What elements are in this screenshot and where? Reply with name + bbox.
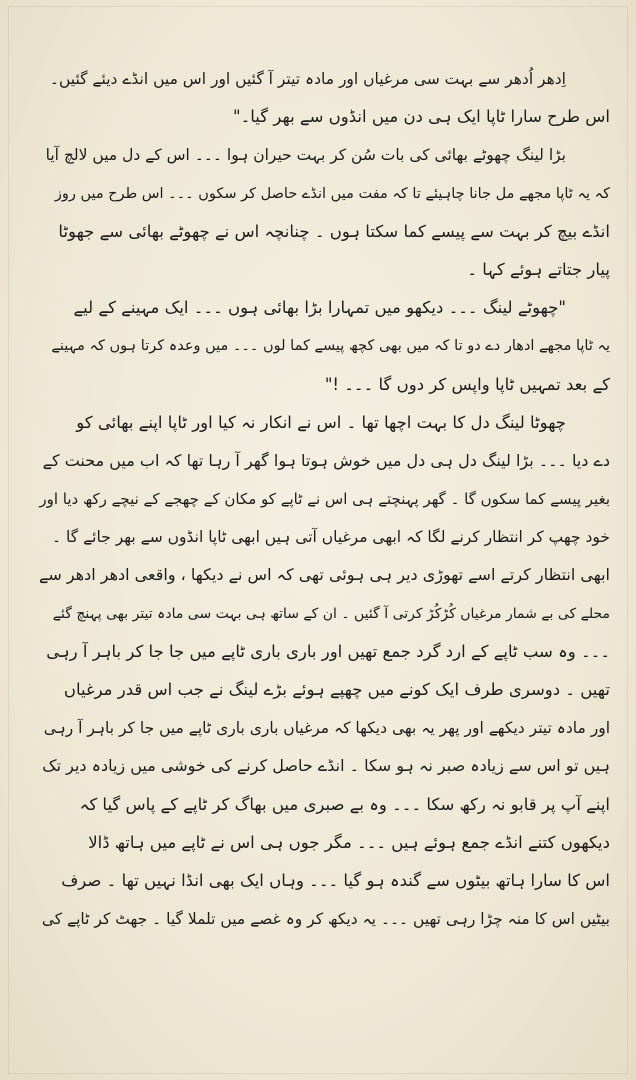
text-line: "چھوٹے لینگ ۔۔۔ دیکھو میں تمہارا بڑا بھائی ہوں ۔۔۔ ایک مہینے کے لیے [73, 298, 566, 318]
text-line: یہ ٹاپا مجھے ادھار دے دو تا کہ میں بھی کچھ پیسے کما لوں ۔۔۔ میں وعدہ کرتا ہوں کہ مہینے [51, 338, 610, 355]
text-line: پیار جتاتے ہوئے کہا ۔ [467, 259, 610, 279]
text-line: بڑا لینگ چھوٹے بھائی کی بات سُن کر بہت حیران ہوا ۔۔۔ اس کے دل میں لالچ آیا [45, 146, 566, 165]
text-line: انڈے بیچ کر بہت سے پیسے کما سکتا ہوں ۔ چنانچہ اس نے چھوٹے بھائی سے جھوٹا [58, 221, 610, 241]
urdu-text-block [38, 60, 610, 938]
text-line: تھیں ۔ دوسری طرف ایک کونے میں چھپے ہوئے بڑے لینگ نے جب اس قدر مرغیاں [63, 680, 610, 699]
text-line: کے بعد تمہیں ٹاپا واپس کر دوں گا ۔۔۔ !" [324, 374, 610, 394]
text-line: اِدھر اُدھر سے بہت سی مرغیاں اور مادہ تیتر آ گئیں اور اس میں انڈے دیئے گئیں۔ [49, 70, 566, 88]
text-line: بغیر پیسے کما سکوں گا ۔ گھر پہنچتے ہی اس نے ٹاپے کو مکان کے چھجے کے نیچے رکھ دیا اور [39, 490, 610, 509]
text-line: ابھی انتظار کرتے اسے تھوڑی دیر ہی ہوئی تھی کہ اس نے دیکھا ، واقعی ادھر ادھر سے [38, 565, 610, 585]
text-line: اپنے آپ پر قابو نہ رکھ سکا ۔۔۔ وہ بے صبری میں بھاگ کر ٹاپے کے پاس گیا کہ [79, 794, 610, 814]
text-line: کہ یہ ٹاپا مجھے مل جانا چاہیئے تا کہ مفت میں انڈے حاصل کر سکوں ۔۔۔ اس طرح میں روز [54, 185, 610, 202]
text-line: خود چھپ کر انتظار کرنے لگا کہ ابھی مرغیاں آتی ہیں ابھی ٹاپا انڈوں سے بھر جائے گا ۔ [52, 528, 610, 547]
text-line: بیٹیں اس کا منہ چڑا رہی تھیں ۔۔۔ یہ دیکھ کر وہ غصے میں تلملا گیا ۔ جھٹ کر ٹاپے کی [41, 910, 610, 929]
text-line: چھوٹا لینگ دل کا بہت اچھا تھا ۔ اس نے انکار نہ کیا اور ٹاپا اپنے بھائی کو [76, 412, 566, 432]
text-line: اس طرح سارا ٹاپا ایک ہی دن میں انڈوں سے بھر گیا۔" [233, 107, 610, 127]
text-line: دیکھوں کتنے انڈے جمع ہوئے ہیں ۔۔۔ مگر جوں ہی اس نے ٹاپے میں ہاتھ ڈالا [88, 832, 610, 852]
text-line: ہیں تو اس سے زیادہ صبر نہ ہو سکا ۔ انڈے حاصل کرنے کی خوشی میں زیادہ دیر تک [42, 756, 610, 776]
text-line: ۔۔۔ وہ سب ٹاپے کے ارد گرد جمع تھیں اور باری باری ٹاپے میں جا جا کر باہر آ رہی [46, 641, 610, 661]
text-line: دے دیا ۔۔۔ بڑا لینگ دل ہی دل میں خوش ہوتا ہوا گھر آ رہا تھا کہ اب میں محنت کے [42, 450, 610, 470]
text-line: اور مادہ تیتر دیکھے اور پھر یہ بھی دیکھا کہ مرغیاں باری باری ٹاپے میں جا کر باہر آ رہی [43, 719, 610, 738]
text-line: محلے کی بے شمار مرغیاں کُڑکُڑ کرتی آ گئیں ۔ ان کے ساتھ ہی بہت سی مادہ تیتر بھی پہنچ گئے [52, 605, 610, 622]
text-line: اس کا سارا ہاتھ بیٹوں سے گندہ ہو گیا ۔۔۔ وہاں ایک بھی انڈا نہیں تھا ۔ صرف [61, 870, 610, 890]
